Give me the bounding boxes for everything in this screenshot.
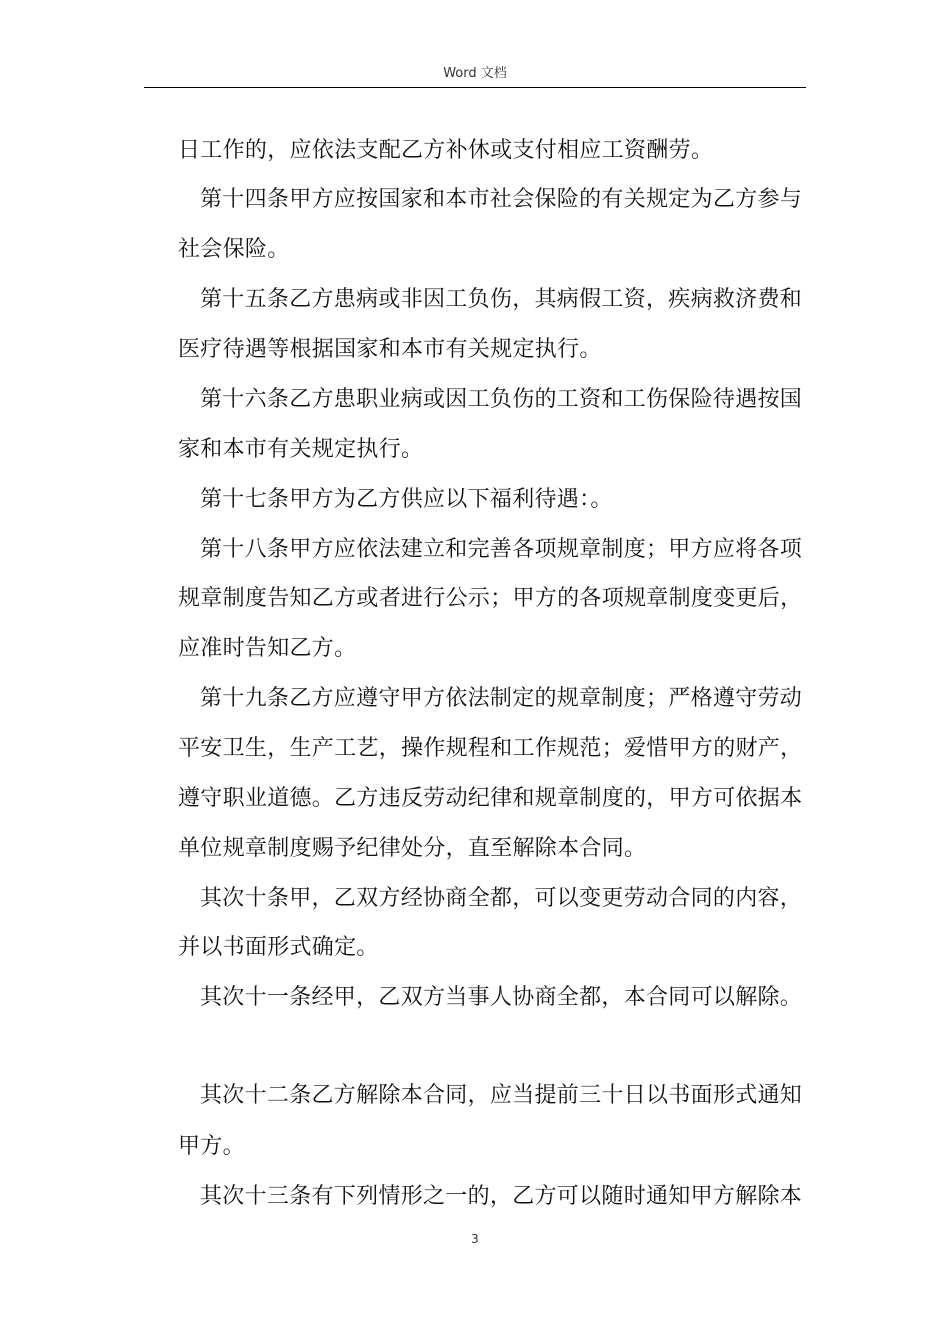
text-line: 其次十二条乙方解除本合同，应当提前三十日以书面形式通知 (200, 1083, 803, 1108)
page-number: 3 (471, 1232, 479, 1246)
text-line: 第十九条乙方应遵守甲方依法制定的规章制度；严格遵守劳动 (200, 686, 803, 711)
text-line: 第十六条乙方患职业病或因工负伤的工资和工伤保险待遇按国 (200, 387, 803, 412)
text-line: 第十七条甲方为乙方供应以下福利待遇：。 (200, 487, 613, 512)
text-line: 并以书面形式确定。 (178, 935, 379, 960)
text-line: 第十四条甲方应按国家和本市社会保险的有关规定为乙方参与 (200, 187, 803, 212)
text-line: 应准时告知乙方。 (178, 636, 357, 661)
text-line: 甲方。 (178, 1134, 245, 1159)
text-line: 规章制度告知乙方或者进行公示；甲方的各项规章制度变更后， (178, 586, 803, 611)
text-line: 平安卫生，生产工艺，操作规程和工作规范；爱惜甲方的财产， (178, 736, 803, 761)
text-line: 家和本市有关规定执行。 (178, 437, 424, 462)
text-line: 医疗待遇等根据国家和本市有关规定执行。 (178, 337, 602, 362)
text-line: 日工作的，应依法支配乙方补休或支付相应工资酬劳。 (178, 138, 714, 163)
header-rule (144, 87, 806, 88)
text-line: 遵守职业道德。乙方违反劳动纪律和规章制度的，甲方可依据本 (178, 786, 803, 811)
text-line: 社会保险。 (178, 237, 290, 262)
text-line: 其次十条甲，乙双方经协商全都，可以变更劳动合同的内容， (200, 886, 803, 911)
text-line: 单位规章制度赐予纪律处分，直至解除本合同。 (178, 836, 647, 861)
text-line: 第十五条乙方患病或非因工负伤，其病假工资，疾病救济费和 (200, 287, 803, 312)
page-header: Word 文档 (443, 66, 507, 81)
text-line: 第十八条甲方应依法建立和完善各项规章制度；甲方应将各项 (200, 537, 803, 562)
text-line: 其次十三条有下列情形之一的，乙方可以随时通知甲方解除本 (200, 1184, 803, 1209)
text-line: 其次十一条经甲，乙双方当事人协商全都，本合同可以解除。 (200, 985, 803, 1010)
